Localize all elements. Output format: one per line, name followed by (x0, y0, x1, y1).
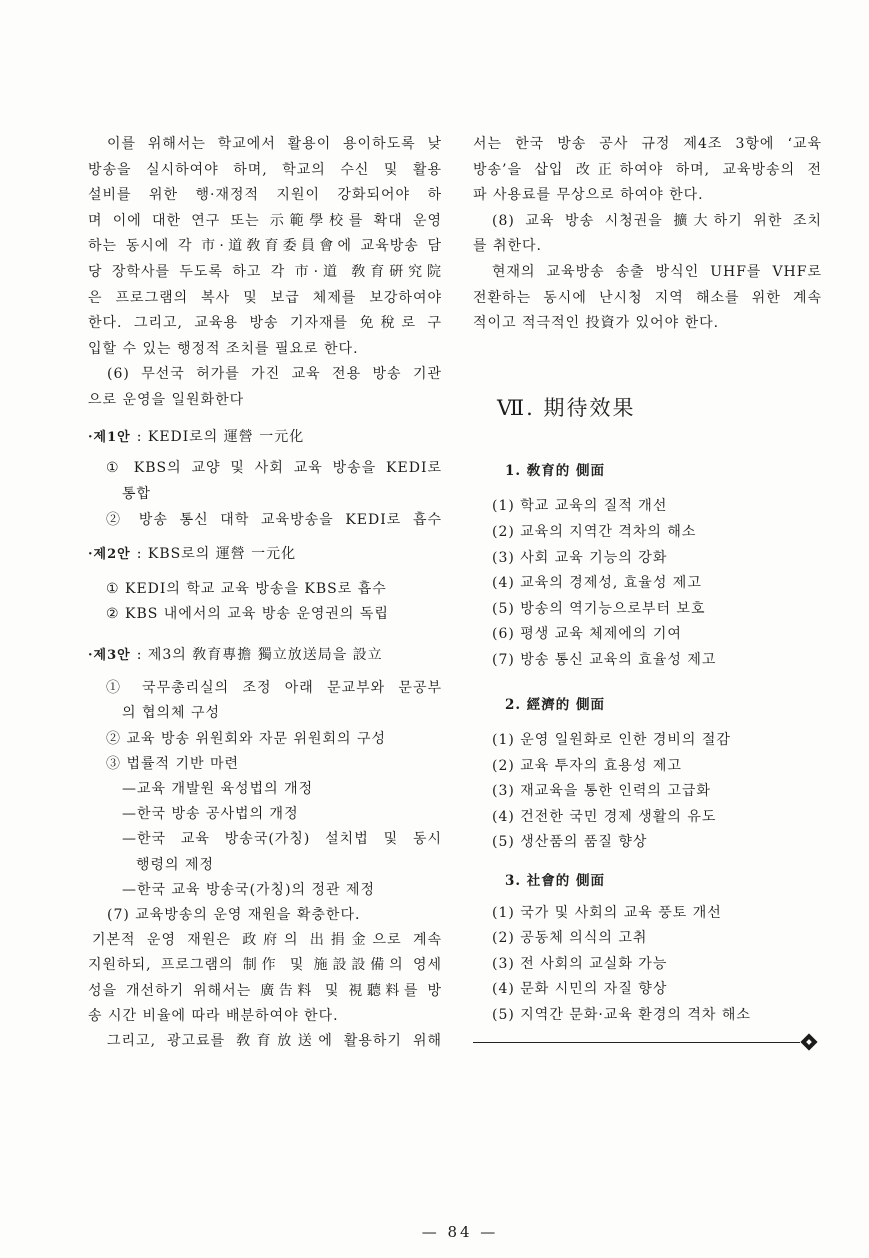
item-6 (88, 362, 442, 413)
plan-3-body (88, 676, 442, 1054)
plan-2-heading (88, 542, 442, 568)
plan-option: ② 교육 방송 위원회와 자문 위원회의 구성 (106, 730, 387, 747)
list-item: (7) 방송 통신 교육의 효율성 제고 (492, 651, 717, 668)
paragraph-uhf-vhf (473, 260, 822, 337)
plan-option: ② KBS 내에서의 교육 방송 운영권의 독립 (106, 606, 389, 623)
plan-sub-item: —한국 교육 방송국(가칭)의 정관 제정 (122, 881, 376, 898)
text-line: 설비를 위한 행·재정적 지원이 강화되어야 하 (88, 187, 442, 204)
plan-3-heading (88, 643, 442, 669)
text-line: 현재의 교육방송 송출 방식인 UHF를 VHF로 (492, 263, 822, 280)
list-item: (5) 지역간 문화·교육 환경의 격차 해소 (492, 1007, 751, 1024)
text-line: 전환하는 동시에 난시청 지역 해소를 위한 계속 (473, 289, 822, 306)
text-line: 한다. 그리고, 교육용 방송 기자재를 免稅로 구 (88, 315, 442, 332)
section-title: Ⅶ. 期待效果 (497, 395, 636, 420)
plan-title: : KEDI로의 運營 一元化 (136, 428, 305, 445)
plan-option: ② 방송 통신 대학 교육방송을 KEDI로 흡수 (106, 512, 442, 529)
item-heading-line: 를 취한다. (473, 238, 542, 255)
plan-option: ① 국무총리실의 조정 아래 문교부와 문공부 (106, 680, 442, 697)
text-line: 지원하되, 프로그램의 制作 및 施設設備의 영세 (88, 957, 442, 974)
plan-sub-item: —교육 개발원 육성법의 개정 (122, 781, 314, 798)
list-item: (5) 방송의 역기능으로부터 보호 (492, 600, 706, 617)
subsection-list (473, 901, 822, 1029)
plan-label: ·제2안 (88, 546, 131, 562)
item-heading-line: 으로 운영을 일원화한다 (88, 391, 245, 408)
plan-title: : 제3의 敎育專擔 獨立放送局을 設立 (136, 646, 383, 663)
text-line: 서는 한국 방송 공사 규정 제4조 3항에 ‘교육 (473, 136, 822, 152)
plan-label: ·제1안 (88, 429, 131, 445)
plan-label: ·제3안 (88, 647, 131, 663)
right-column (473, 132, 822, 1055)
plan-sub-item: —한국 방송 공사법의 개정 (122, 806, 299, 823)
text-line: 방송’을 삽입 改正하여야 하며, 교육방송의 전 (473, 161, 822, 178)
paragraph-implementation (88, 132, 442, 362)
subsection-heading: 1. 敎育的 側面 (505, 462, 605, 479)
text-line: 당 장학사를 두도록 하고 각 市·道 敎育硏究院 (88, 263, 442, 280)
plan-title: : KBS로의 運營 一元化 (136, 545, 297, 562)
plan-option-continued: 의 협의체 구성 (122, 705, 221, 722)
list-item: (1) 국가 및 사회의 교육 풍토 개선 (492, 904, 722, 921)
list-item: (1) 운영 일원화로 인한 경비의 절감 (492, 732, 731, 749)
item-heading-line: (8) 교육 방송 시청권을 擴大하기 위한 조치 (492, 212, 822, 229)
item-7-heading: (7) 교육방송의 운영 재원을 확충한다. (107, 906, 361, 923)
list-item: (5) 생산품의 품질 향상 (492, 834, 648, 851)
text-line: 기본적 운영 재원은 政府의 出捐金으로 계속 (92, 932, 442, 949)
text-line: 입할 수 있는 행정적 조치를 필요로 한다. (88, 340, 359, 357)
plan-option: ③ 법률적 기반 마련 (106, 755, 240, 772)
subsection-list (473, 494, 822, 673)
plan-1-heading (88, 425, 442, 451)
list-item: (2) 교육의 지역간 격차의 해소 (492, 523, 697, 540)
plan-option-continued: 통합 (122, 485, 152, 502)
list-item: (3) 사회 교육 기능의 강화 (492, 549, 668, 566)
list-item: (4) 교육의 경제성, 효율성 제고 (492, 575, 702, 592)
list-item: (4) 건전한 국민 경제 생활의 유도 (492, 808, 717, 825)
paragraph-continued (473, 132, 822, 209)
diamond-icon (801, 1033, 818, 1050)
text-line: 하는 동시에 각 市·道敎育委員會에 교육방송 담 (88, 238, 442, 255)
page-number: — 84 — (421, 1223, 499, 1241)
plan-option: ① KBS의 교양 및 사회 교육 방송을 KEDI로 (106, 460, 442, 477)
left-column (88, 132, 442, 1054)
list-item: (3) 재교육을 통한 인력의 고급화 (492, 783, 711, 800)
subsection-heading: 2. 經濟的 側面 (505, 696, 605, 713)
text-line: 그리고, 광고료를 敎育放送에 활용하기 위해 (107, 1032, 442, 1049)
item-8 (473, 209, 822, 260)
divider (473, 1042, 800, 1043)
list-item: (4) 문화 시민의 자질 향상 (492, 981, 668, 998)
list-item: (3) 전 사회의 교실화 가능 (492, 955, 668, 972)
text-line: 적이고 적극적인 投資가 있어야 한다. (473, 315, 720, 332)
list-item: (6) 평생 교육 체제에의 기여 (492, 626, 682, 643)
subsection-heading: 3. 社會的 側面 (505, 873, 605, 890)
subsection-list (473, 728, 822, 856)
text-line: 방송을 실시하여야 하며, 학교의 수신 및 활용 (88, 161, 442, 178)
text-line: 송 시간 비율에 따라 배분하여야 한다. (88, 1007, 339, 1024)
list-item: (1) 학교 교육의 질적 개선 (492, 498, 668, 515)
text-line: 은 프로그램의 복사 및 보급 체제를 보강하여야 (88, 289, 442, 306)
text-line: 성을 개선하기 위해서는 廣告料 및 視聽料를 방 (88, 982, 442, 999)
plan-option: ① KEDI의 학교 교육 방송을 KBS로 흡수 (106, 580, 387, 597)
item-heading-line: (6) 무선국 허가를 가진 교육 전용 방송 기관 (107, 366, 442, 383)
plan-sub-item: —한국 교육 방송국(가칭) 설치법 및 동시 (122, 831, 442, 848)
text-line: 며 이에 대한 연구 또는 示範學校를 확대 운영 (88, 212, 442, 229)
list-item: (2) 공동체 의식의 고취 (492, 930, 648, 947)
text-line: 이를 위해서는 학교에서 활용이 용이하도록 낮 (107, 136, 442, 152)
text-line: 파 사용료를 무상으로 하여야 한다. (473, 187, 704, 204)
plan-sub-item-continued: 행령의 제정 (136, 856, 215, 873)
list-item: (2) 교육 투자의 효용성 제고 (492, 757, 682, 774)
end-of-article-rule (473, 1029, 822, 1055)
